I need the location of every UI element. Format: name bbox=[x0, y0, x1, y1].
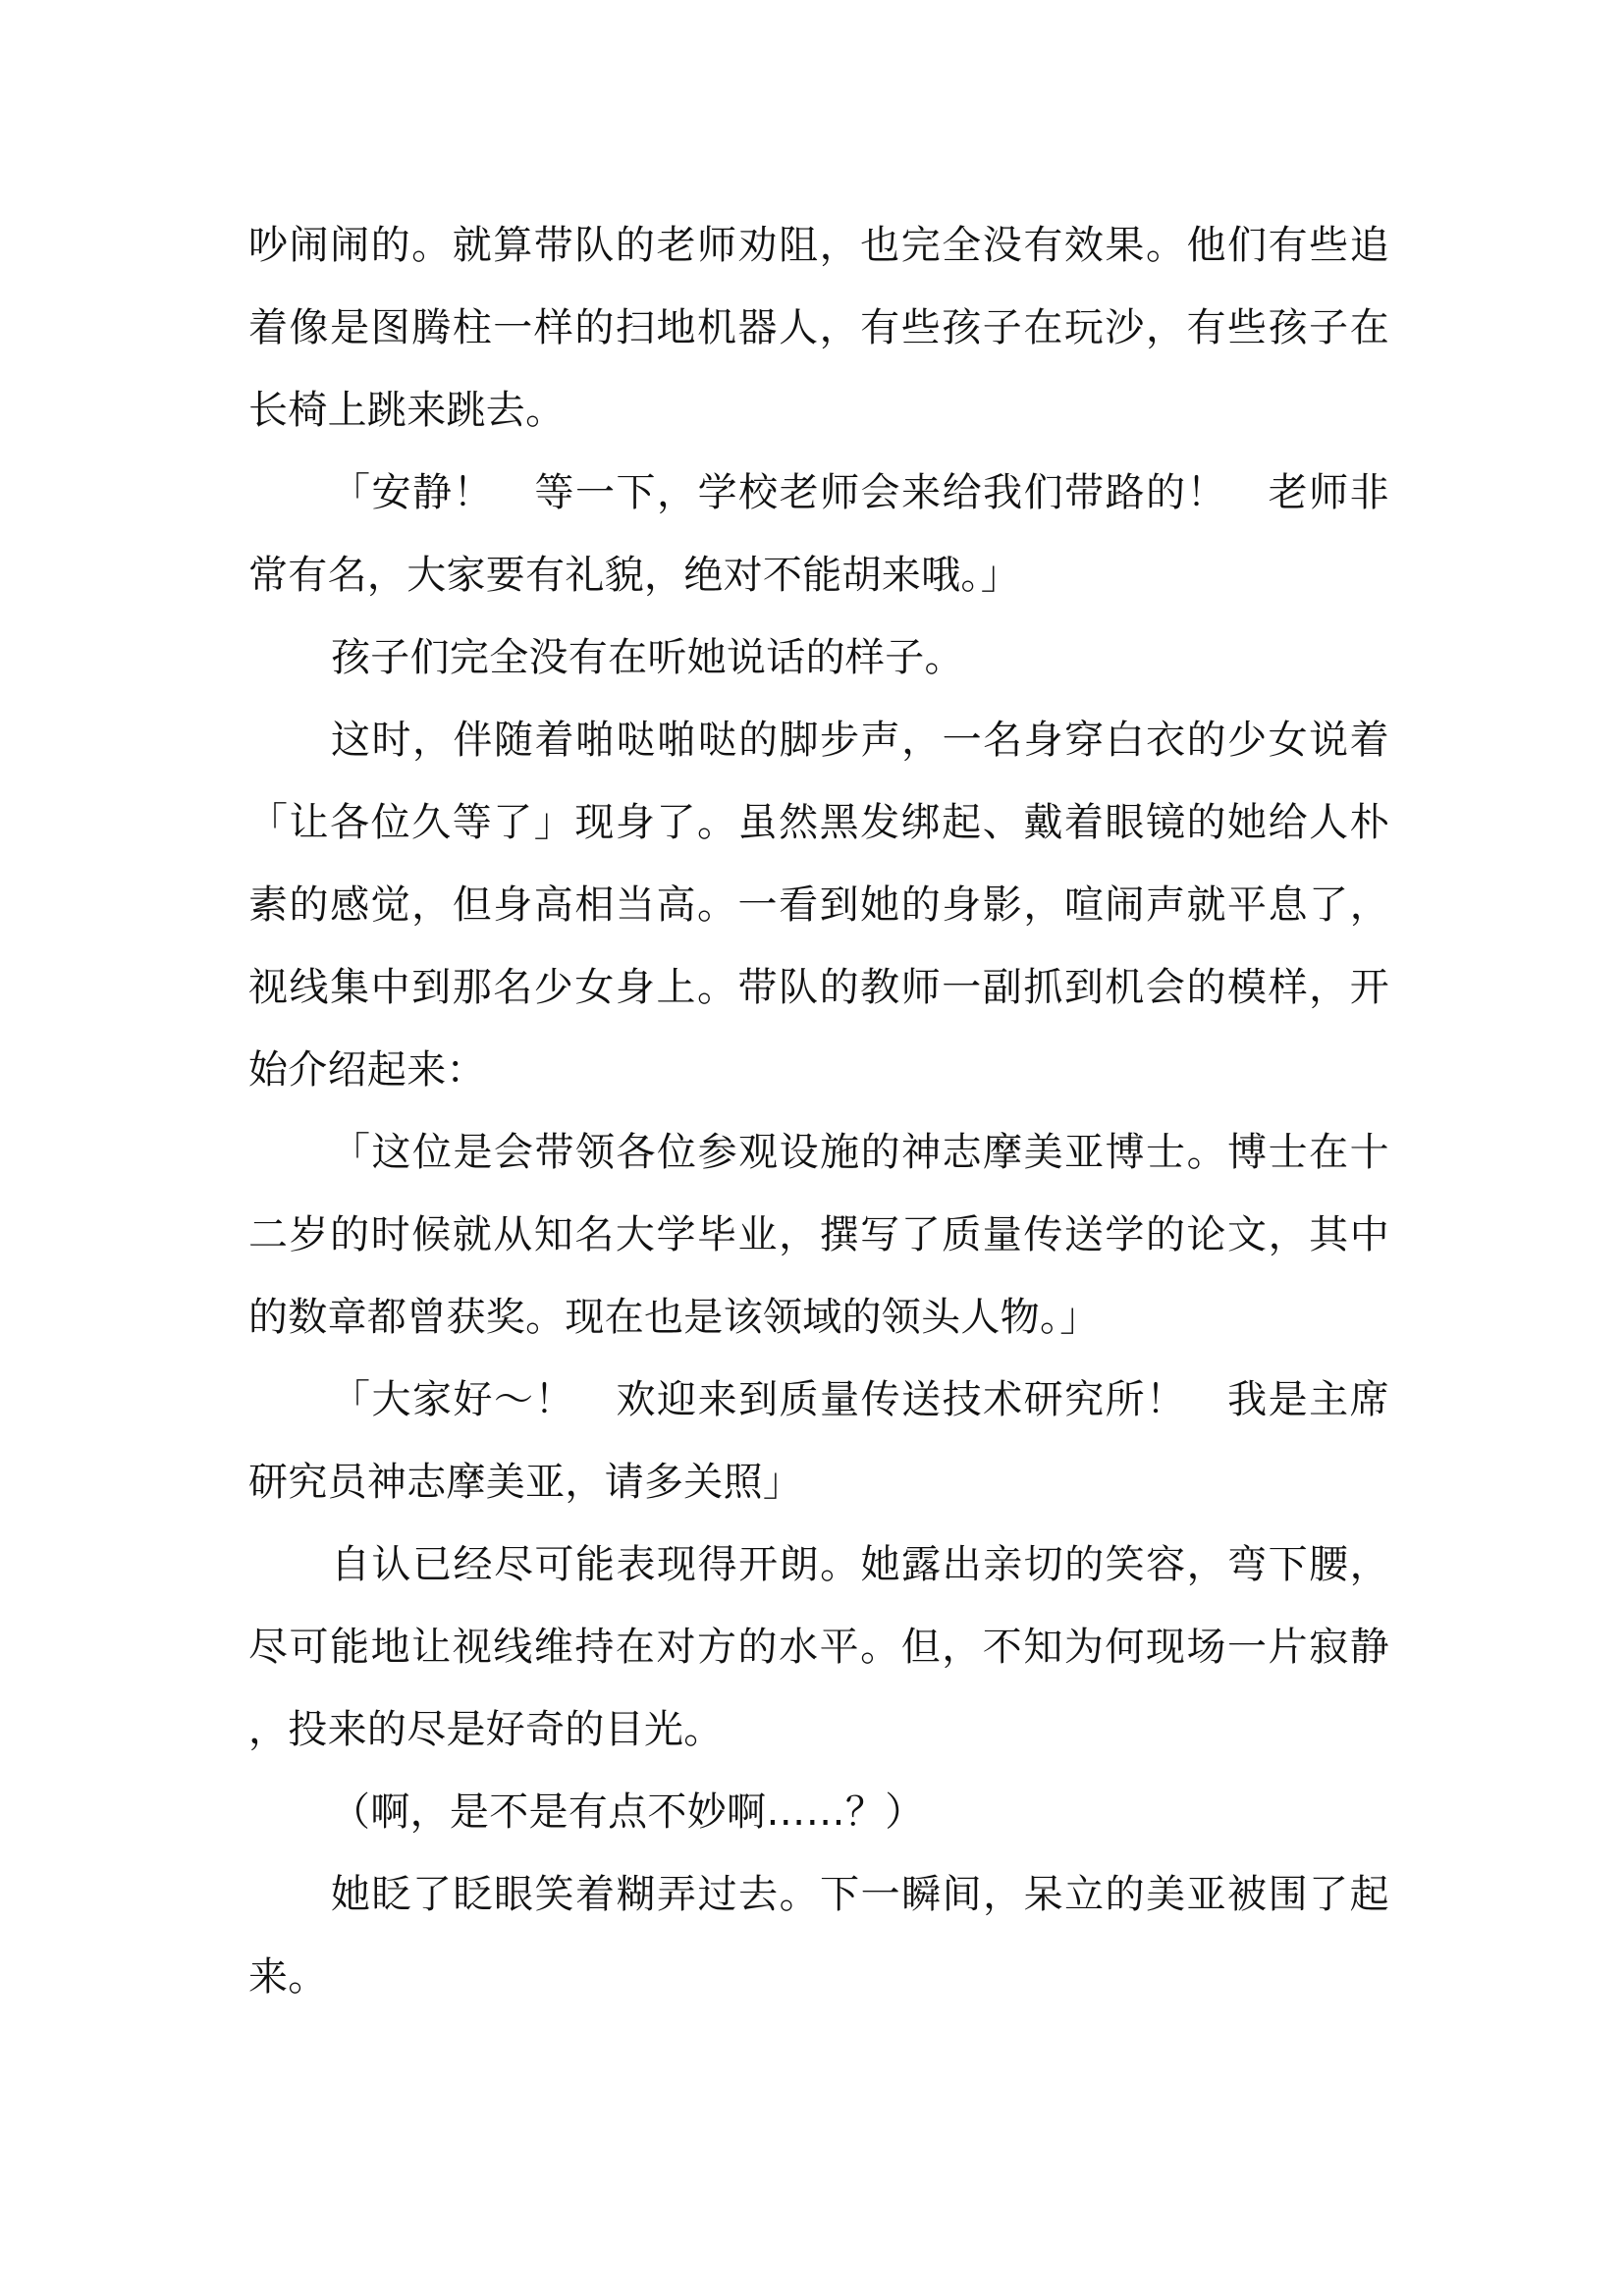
paragraph-6: 「大家好～！ 欢迎来到质量传送技术研究所！ 我是主席研究员神志摩美亚，请多关照」 bbox=[248, 1377, 1389, 1505]
body-text bbox=[248, 204, 1389, 2018]
paragraph-1: 吵闹闹的。就算带队的老师劝阻，也完全没有效果。他们有些追着像是图腾柱一样的扫地机器人，有些孩子在玩沙，有些孩子在长椅上跳来跳去。 bbox=[248, 223, 1389, 433]
paragraph-7: 自认已经尽可能表现得开朗。她露出亲切的笑容，弯下腰，尽可能地让视线维持在对方的水平。但，不知为何现场一片寂静，投来的尽是好奇的目光。 bbox=[248, 1542, 1389, 1752]
paragraph-8: （啊，是不是有点不妙啊……？） bbox=[331, 1789, 925, 1835]
paragraph-4: 这时，伴随着啪哒啪哒的脚步声，一名身穿白衣的少女说着「让各位久等了」现身了。虽然黑发绑起、戴着眼镜的她给人朴素的感觉，但身高相当高。一看到她的身影，喧闹声就平息了，视线集中到那名少女身上。带队的教师一副抓到机会的模样，开始介绍起来： bbox=[248, 718, 1389, 1093]
paragraph-9: 她眨了眨眼笑着糊弄过去。下一瞬间，呆立的美亚被围了起来。 bbox=[248, 1872, 1389, 2000]
paragraph-5: 「这位是会带领各位参观设施的神志摩美亚博士。博士在十二岁的时候就从知名大学毕业，撰写了质量传送学的论文，其中的数章都曾获奖。现在也是该领域的领头人物。」 bbox=[248, 1130, 1389, 1340]
paragraph-3: 孩子们完全没有在听她说话的样子。 bbox=[331, 635, 964, 680]
paragraph-2: 「安静！ 等一下，学校老师会来给我们带路的！ 老师非常有名，大家要有礼貌，绝对不能胡来哦。」 bbox=[248, 470, 1389, 598]
